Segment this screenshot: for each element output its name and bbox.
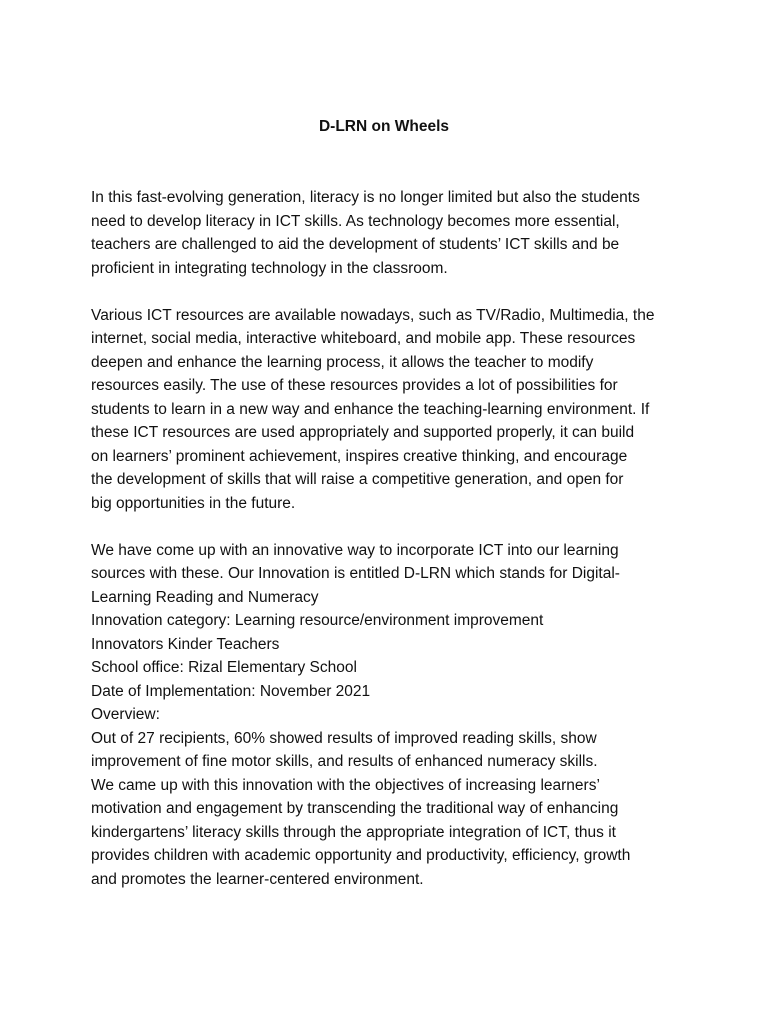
innovation-category-line: Innovation category: Learning resource/environment improvement — [91, 612, 544, 629]
text-line: improvement of fine motor skills, and results of enhanced numeracy skills. — [91, 753, 598, 770]
text-line: Various ICT resources are available nowadays, such as TV/Radio, Multimedia, the — [91, 306, 655, 324]
overview-heading: Overview: — [91, 706, 160, 723]
text-line: proficient in integrating technology in the classroom. — [91, 259, 448, 277]
text-line: students to learn in a new way and enhance the teaching-learning environment. If — [91, 400, 650, 418]
document-body — [91, 186, 681, 891]
text-line: resources easily. The use of these resources provides a lot of possibilities for — [91, 377, 618, 394]
text-line: We came up with this innovation with the objectives of increasing learners’ — [91, 776, 600, 794]
innovators-line: Innovators Kinder Teachers — [91, 635, 280, 653]
text-line: and promotes the learner-centered environment. — [91, 870, 424, 888]
text-line: We have come up with an innovative way to incorporate ICT into our learning — [91, 541, 619, 559]
text-line: teachers are challenged to aid the development of students’ ICT skills and be — [91, 236, 620, 253]
text-line: on learners’ prominent achievement, inspires creative thinking, and encourage — [91, 447, 628, 465]
text-line: kindergartens’ literacy skills through the appropriate integration of ICT, thus it — [91, 823, 616, 841]
text-line: internet, social media, interactive whiteboard, and mobile app. These resources — [91, 330, 636, 347]
text-line: need to develop literacy in ICT skills. As technology becomes more essential, — [91, 212, 620, 230]
text-line: provides children with academic opportunity and productivity, efficiency, growth — [91, 847, 631, 864]
text-line: the development of skills that will raise a competitive generation, and open for — [91, 471, 624, 488]
text-line: big opportunities in the future. — [91, 494, 296, 512]
document-title: D-LRN on Wheels — [318, 118, 450, 135]
text-line: deepen and enhance the learning process, it allows the teacher to modify — [91, 353, 594, 371]
implementation-date-line: Date of Implementation: November 2021 — [91, 682, 371, 700]
school-office-line: School office: Rizal Elementary School — [91, 659, 357, 676]
paragraph-intro — [91, 186, 681, 280]
paragraph-innovation — [91, 539, 681, 892]
text-line: Learning Reading and Numeracy — [91, 588, 319, 606]
text-line: motivation and engagement by transcending the traditional way of enhancing — [91, 800, 619, 817]
paragraph-ict-resources — [91, 304, 681, 516]
text-line: Out of 27 recipients, 60% showed results of improved reading skills, show — [91, 729, 597, 747]
text-line: these ICT resources are used appropriately and supported properly, it can build — [91, 424, 635, 441]
text-line: sources with these. Our Innovation is entitled D-LRN which stands for Digital- — [91, 565, 620, 582]
text-line: In this fast-evolving generation, literacy is no longer limited but also the students — [91, 189, 640, 206]
